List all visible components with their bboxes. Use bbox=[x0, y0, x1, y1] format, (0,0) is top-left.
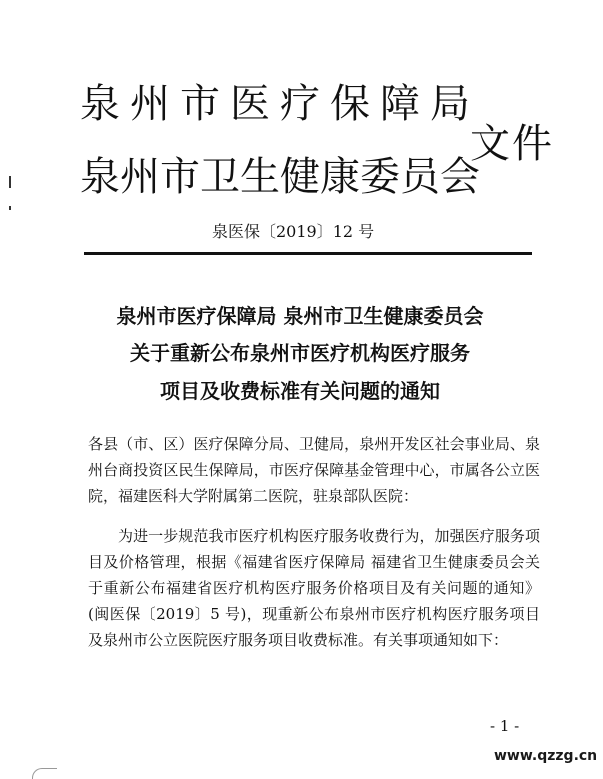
issuer-name-1: 泉州市医疗保障局 bbox=[80, 81, 480, 127]
issuer-name-2: 泉州市卫生健康委员会 bbox=[80, 154, 480, 200]
margin-mark bbox=[9, 206, 11, 210]
watermark: www.qzzg.cn bbox=[494, 748, 598, 764]
scan-artifact bbox=[32, 768, 57, 779]
document-title-line-1: 泉州市医疗保障局 泉州市卫生健康委员会 bbox=[116, 304, 484, 328]
document-title-line-2: 关于重新公布泉州市医疗机构医疗服务 bbox=[130, 341, 470, 365]
page-number: - 1 - bbox=[490, 717, 520, 735]
header-divider bbox=[84, 252, 532, 255]
body-paragraph: 为进一步规范我市医疗机构医疗服务收费行为，加强医疗服务项目及价格管理，根据《福建省医疗保障局 福建省卫生健康委员会关于重新公布福建省医疗机构医疗服务价格项目及有关问题的通知》(闽医保〔2019〕5 号)，现重新公布泉州市医疗机构医疗服务项目及泉州市公立医院医疗服务项目收费标准。有关事项通知如下： bbox=[88, 527, 540, 649]
document-title-line-3: 项目及收费标准有关问题的通知 bbox=[160, 379, 440, 403]
addressees: 各县（市、区）医疗保障分局、卫健局，泉州开发区社会事业局、泉州台商投资区民生保障局，市医疗保障基金管理中心，市属各公立医院，福建医科大学附属第二医院，驻泉部队医院： bbox=[88, 435, 540, 505]
document-header-suffix: 文件 bbox=[470, 121, 554, 167]
margin-mark bbox=[9, 176, 11, 188]
document-number: 泉医保〔2019〕12 号 bbox=[212, 222, 375, 241]
